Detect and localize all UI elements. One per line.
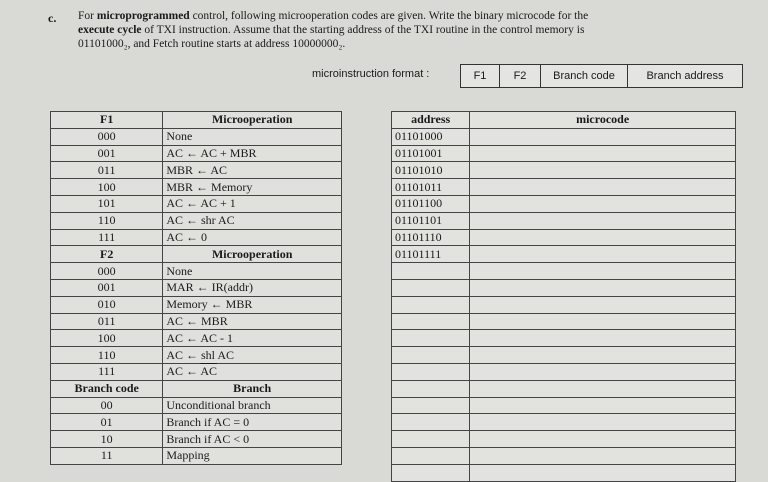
- microcode-answer-cell[interactable]: [470, 447, 736, 464]
- f1-op-cell: AC ← 0: [163, 229, 342, 246]
- microcode-blank-row: [392, 414, 736, 431]
- microcode-answer-cell[interactable]: [470, 212, 736, 229]
- f1-op-cell: None: [163, 128, 342, 145]
- branch-code-cell: 00: [51, 397, 163, 414]
- microcode-row: [392, 145, 736, 162]
- microoperation-code-table: [50, 111, 342, 465]
- question-label: c.: [48, 11, 57, 25]
- microcode-row: [392, 212, 736, 229]
- microcode-blank-row: [392, 397, 736, 414]
- microcode-blank-row: [392, 313, 736, 330]
- microcode-blank-row: [392, 279, 736, 296]
- f1-code-cell: 110: [51, 212, 163, 229]
- microcode-row: [392, 195, 736, 212]
- f1-code-cell: 100: [51, 179, 163, 196]
- branch-header-op: Branch: [163, 380, 342, 397]
- f1-row: [51, 145, 342, 162]
- f2-op-cell: MAR ← IR(addr): [163, 279, 342, 296]
- f2-op-cell: Memory ← MBR: [163, 296, 342, 313]
- microcode-row: [392, 179, 736, 196]
- question-line-2: [78, 23, 718, 37]
- f2-op-cell: AC ← shl AC: [163, 347, 342, 364]
- f2-code-cell: 111: [51, 363, 163, 380]
- format-field-f1: F1: [461, 65, 500, 87]
- branch-op-cell: Branch if AC = 0: [163, 414, 342, 431]
- microcode-row: [392, 128, 736, 145]
- address-cell: 01101111: [392, 246, 470, 263]
- f1-code-cell: 000: [51, 128, 163, 145]
- f2-row: [51, 313, 342, 330]
- microcode-answer-cell[interactable]: [470, 347, 736, 364]
- microcode-blank-row: [392, 330, 736, 347]
- f2-row: [51, 347, 342, 364]
- f1-row: [51, 179, 342, 196]
- microcode-answer-cell[interactable]: [470, 279, 736, 296]
- f1-row: [51, 195, 342, 212]
- address-cell: 01101100: [392, 195, 470, 212]
- f1-code-cell: 011: [51, 162, 163, 179]
- microcode-blank-row: [392, 263, 736, 280]
- f2-op-cell: None: [163, 263, 342, 280]
- f1-op-cell: AC ← AC + 1: [163, 195, 342, 212]
- f1-header-row: [51, 112, 342, 129]
- branch-header-row: [51, 380, 342, 397]
- microcode-blank-row: [392, 363, 736, 380]
- f2-row: [51, 279, 342, 296]
- microcode-answer-cell[interactable]: [470, 464, 736, 481]
- f1-op-cell: AC ← shr AC: [163, 212, 342, 229]
- microcode-answer-cell[interactable]: [470, 296, 736, 313]
- address-blank-cell[interactable]: [392, 431, 470, 448]
- f2-row: [51, 296, 342, 313]
- microcode-answer-cell[interactable]: [470, 263, 736, 280]
- format-field-branch-code: Branch code: [541, 65, 628, 87]
- f2-op-cell: [163, 363, 342, 380]
- f2-header-op: Microoperation: [163, 246, 342, 263]
- address-cell: 01101000: [392, 128, 470, 145]
- branch-row: [51, 397, 342, 414]
- f1-header-op: Microoperation: [163, 112, 342, 129]
- microcode-answer-cell[interactable]: [470, 380, 736, 397]
- f1-header-code: F1: [51, 112, 163, 129]
- microcode-answer-body: [392, 112, 736, 482]
- branch-header-code: Branch code: [51, 380, 163, 397]
- microcode-blank-row: [392, 347, 736, 364]
- f2-header-row: [51, 246, 342, 263]
- question-line-1: [78, 9, 718, 23]
- f1-row: [51, 212, 342, 229]
- microcode-header-row: [392, 112, 736, 129]
- question-text-part: For: [78, 10, 97, 22]
- microinstruction-format-box: [460, 64, 743, 88]
- microcode-row: [392, 229, 736, 246]
- f1-code-cell: 111: [51, 229, 163, 246]
- question-text-part: of TXI instruction. Assume that the starting address of the TXI routine in the control memory is: [141, 24, 585, 36]
- f2-row: [51, 363, 342, 380]
- f1-op-cell: MBR ← AC: [163, 162, 342, 179]
- branch-row: [51, 431, 342, 448]
- f1-row: [51, 229, 342, 246]
- microcode-blank-row: [392, 447, 736, 464]
- microcode-answer-cell[interactable]: [470, 397, 736, 414]
- format-label: microinstruction format :: [312, 68, 430, 80]
- f2-code-cell: 110: [51, 347, 163, 364]
- f2-op-cell: AC ← MBR: [163, 313, 342, 330]
- question-line-3: 01101000₂, and Fetch routine starts at address 10000000₂.: [78, 38, 346, 50]
- f2-op-cell: AC ← AC - 1: [163, 330, 342, 347]
- address-cell: 01101010: [392, 162, 470, 179]
- op-text-part: AC ←: [166, 364, 201, 379]
- microcode-blank-row: [392, 380, 736, 397]
- microcode-row: [392, 246, 736, 263]
- f2-code-cell: 010: [51, 296, 163, 313]
- question-text-part: control, following microoperation codes are given. Write the binary microcode for the: [189, 10, 589, 22]
- address-blank-cell[interactable]: [392, 313, 470, 330]
- microcode-header: microcode: [470, 112, 736, 129]
- microcode-answer-cell[interactable]: [470, 128, 736, 145]
- microoperation-code-body: [51, 112, 342, 465]
- f1-code-cell: 101: [51, 195, 163, 212]
- address-blank-cell[interactable]: [392, 414, 470, 431]
- address-cell: 01101001: [392, 145, 470, 162]
- address-blank-cell[interactable]: [392, 397, 470, 414]
- address-cell: 01101011: [392, 179, 470, 196]
- address-header: address: [392, 112, 470, 129]
- address-blank-cell[interactable]: [392, 263, 470, 280]
- f2-code-cell: 000: [51, 263, 163, 280]
- address-blank-cell[interactable]: [392, 464, 470, 481]
- microcode-answer-cell[interactable]: [470, 145, 736, 162]
- address-cell: 01101110: [392, 229, 470, 246]
- f1-row: [51, 128, 342, 145]
- op-complement-text: $\overline{AC}$: [200, 364, 218, 379]
- f1-code-cell: 001: [51, 145, 163, 162]
- format-field-branch-address: Branch address: [646, 70, 724, 82]
- microcode-answer-cell[interactable]: [470, 229, 736, 246]
- f2-row: [51, 330, 342, 347]
- branch-code-cell: 10: [51, 431, 163, 448]
- microcode-answer-cell[interactable]: [470, 363, 736, 380]
- address-cell: 01101101: [392, 212, 470, 229]
- branch-row: [51, 447, 342, 464]
- address-blank-cell[interactable]: [392, 296, 470, 313]
- address-blank-cell[interactable]: [392, 347, 470, 364]
- address-blank-cell[interactable]: [392, 363, 470, 380]
- microcode-answer-cell[interactable]: [470, 246, 736, 263]
- microcode-answer-cell[interactable]: [470, 330, 736, 347]
- microcode-answer-cell[interactable]: [470, 313, 736, 330]
- f2-code-cell: 011: [51, 313, 163, 330]
- f2-code-cell: 001: [51, 279, 163, 296]
- microcode-blank-row: [392, 431, 736, 448]
- format-field-f2: F2: [500, 65, 541, 87]
- microcode-blank-row: [392, 296, 736, 313]
- question-text: [78, 9, 718, 51]
- microcode-answer-table: [391, 111, 736, 482]
- address-blank-cell[interactable]: [392, 447, 470, 464]
- microcode-row: [392, 162, 736, 179]
- f1-row: [51, 162, 342, 179]
- f2-header-code: F2: [51, 246, 163, 263]
- question-bold-term: microprogrammed: [96, 10, 190, 22]
- branch-op-cell: Unconditional branch: [163, 397, 342, 414]
- branch-op-cell: Mapping: [163, 447, 342, 464]
- address-blank-cell[interactable]: [392, 279, 470, 296]
- f1-op-cell: AC ← AC + MBR: [163, 145, 342, 162]
- question-bold-term: execute cycle: [78, 24, 142, 36]
- f2-code-cell: 100: [51, 330, 163, 347]
- microcode-answer-cell[interactable]: [470, 179, 736, 196]
- address-blank-cell[interactable]: [392, 330, 470, 347]
- address-blank-cell[interactable]: [392, 380, 470, 397]
- microcode-answer-cell[interactable]: [470, 162, 736, 179]
- branch-code-cell: 11: [51, 447, 163, 464]
- f2-row: [51, 263, 342, 280]
- f1-op-cell: MBR ← Memory: [163, 179, 342, 196]
- branch-op-cell: Branch if AC < 0: [163, 431, 342, 448]
- microcode-answer-cell[interactable]: [470, 414, 736, 431]
- microcode-answer-cell[interactable]: [470, 195, 736, 212]
- microcode-answer-cell[interactable]: [470, 431, 736, 448]
- microcode-blank-row: [392, 464, 736, 481]
- branch-row: [51, 414, 342, 431]
- branch-code-cell: 01: [51, 414, 163, 431]
